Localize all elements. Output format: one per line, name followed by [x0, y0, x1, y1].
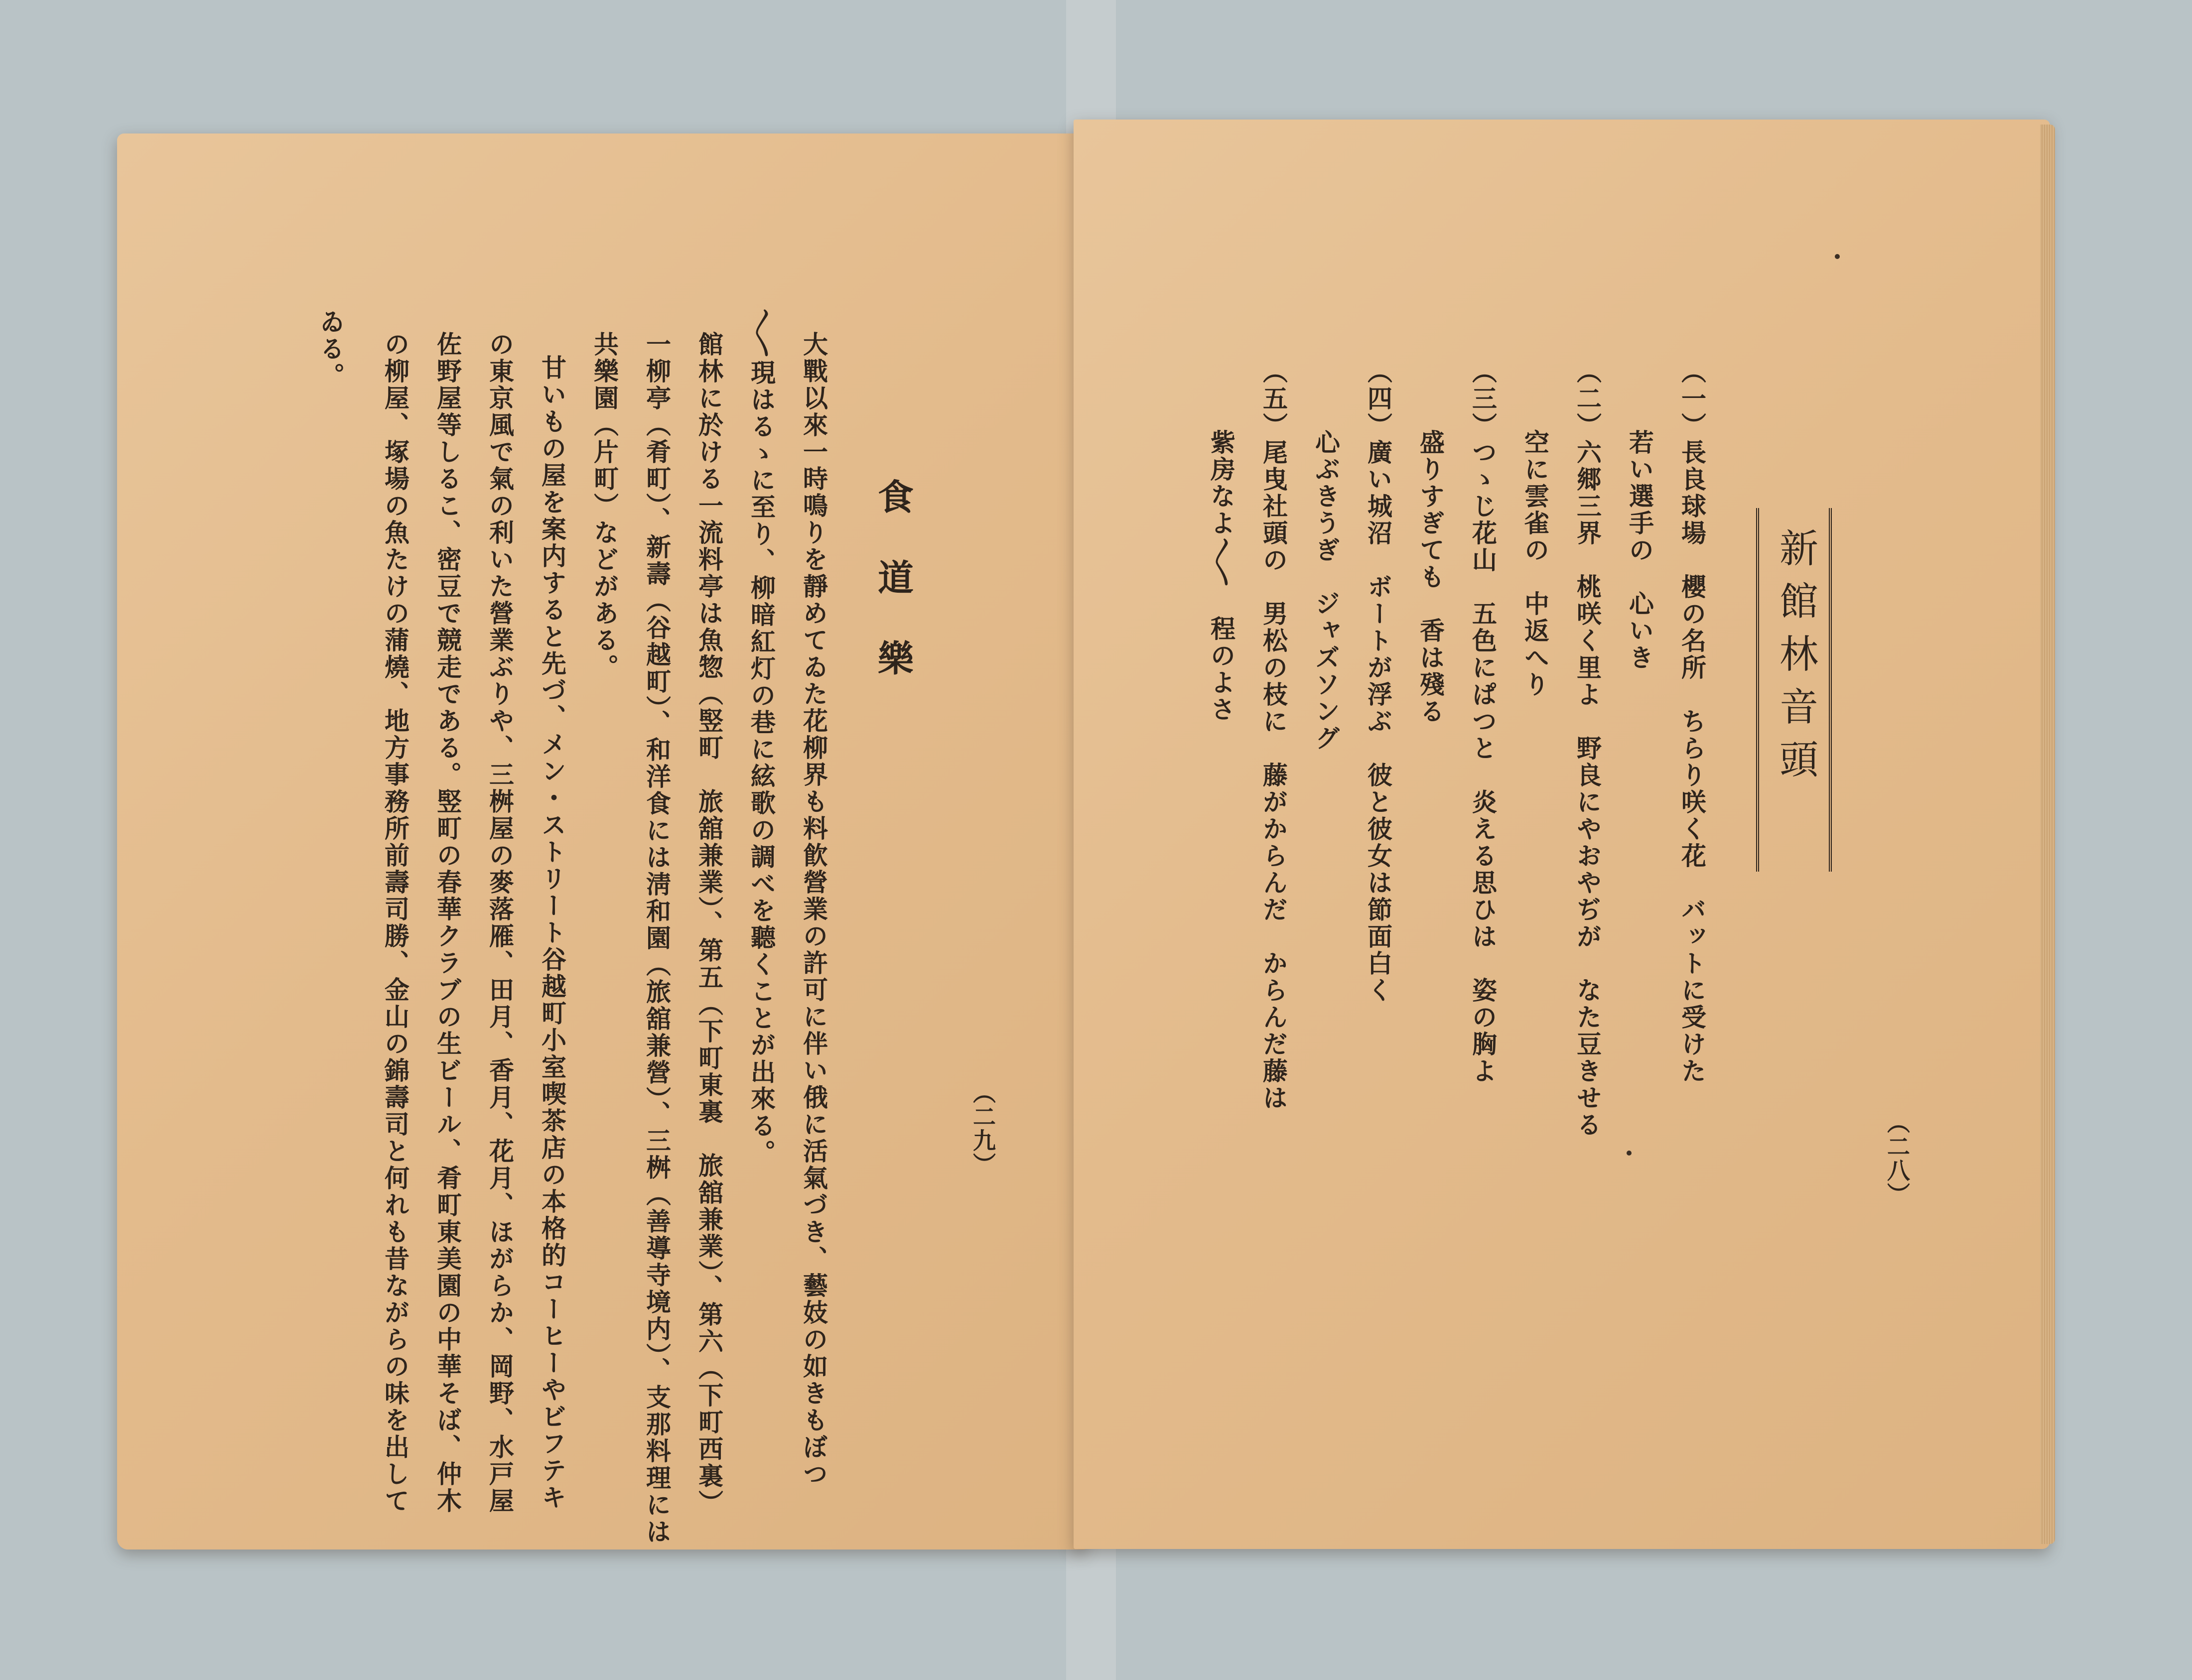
- verse-line: （三）つゝじ花山 五色にぱつと 炎える思ひは 姿の胸よ: [1468, 359, 1498, 1085]
- verse-line: 若い選手の 心いき: [1625, 429, 1654, 671]
- left-page-folio: （二九）: [969, 1081, 996, 1176]
- verse-line: 空に雲雀の 中返へり: [1520, 429, 1550, 698]
- verse-line: 紫房なよ〳〵 程のよさ: [1207, 429, 1236, 723]
- right-page: [1074, 120, 2050, 1549]
- left-paragraph-line: 一柳亭（肴町）、新壽（谷越町）、和洋食には淸和園（旅舘兼營）、三桝（善導寺境内）、支那料理には: [642, 331, 672, 1546]
- verse-line: （四）廣い城沼 ボートが浮ぶ 彼と彼女は節面白く: [1364, 359, 1393, 1004]
- right-page-title: 新館林音頭: [1773, 528, 1818, 792]
- page-edges: [2040, 125, 2055, 1544]
- verse-line: 盛りすぎても 香は殘る: [1416, 429, 1445, 725]
- verse-line: （一）長良球場 櫻の名所 ちらり咲く花 バットに受けた: [1677, 359, 1707, 1085]
- left-paragraph-line: 館林に於ける一流料亭は魚惣（竪町 旅舘兼業）、第五（下町東裏 旅舘兼業）、第六（下町西裏）: [694, 331, 724, 1517]
- left-paragraph-line: 〳〵現はるゝに至り、柳暗紅灯の巷に絃歌の調べを聽くことが出來る。: [747, 308, 776, 1166]
- verse-line: （二）六郷三界 桃咲く里よ 野良にやおやぢが なた豆きせる: [1573, 359, 1602, 1139]
- left-paragraph-line: ゐる。: [316, 309, 345, 389]
- verse-line: 心ぶきうぎ ジャズソング: [1311, 429, 1341, 752]
- right-page-folio: （二八）: [1884, 1111, 1911, 1206]
- left-paragraph-line: 佐野屋等しるこ、密豆で競走である。竪町の春華クラブの生ビール、肴町東美園の中華そば、仲木: [433, 331, 462, 1515]
- left-page-title: 食道樂: [872, 478, 914, 720]
- verse-line: （五）尾曳社頭の 男松の枝に 藤がからんだ からんだ藤は: [1259, 359, 1288, 1112]
- left-paragraph-line: の東京風で氣の利いた營業ぶりや、三桝屋の麥落雁、田月、香月、花月、ほがらか、岡野、水戸屋: [485, 331, 515, 1515]
- ink-speck: [1835, 254, 1840, 259]
- left-paragraph-line: 甘いもの屋を案内すると先づ、メン・ストリート谷越町小室喫茶店の本格的コーヒーやビフテキ: [538, 355, 567, 1511]
- left-paragraph-line: の柳屋、塚場の魚たけの蒲燒、地方事務所前壽司勝、金山の錦壽司と何れも昔ながらの味を出して: [381, 331, 410, 1515]
- left-paragraph-line: 共樂園（片町）などがある。: [590, 331, 619, 681]
- left-paragraph-line: 大戰以來一時鳴りを靜めてゐた花柳界も料飮營業の許可に伴い俄に活氣づき、藝妓の如きもぼつ: [799, 331, 828, 1488]
- ink-speck: [1627, 1151, 1632, 1156]
